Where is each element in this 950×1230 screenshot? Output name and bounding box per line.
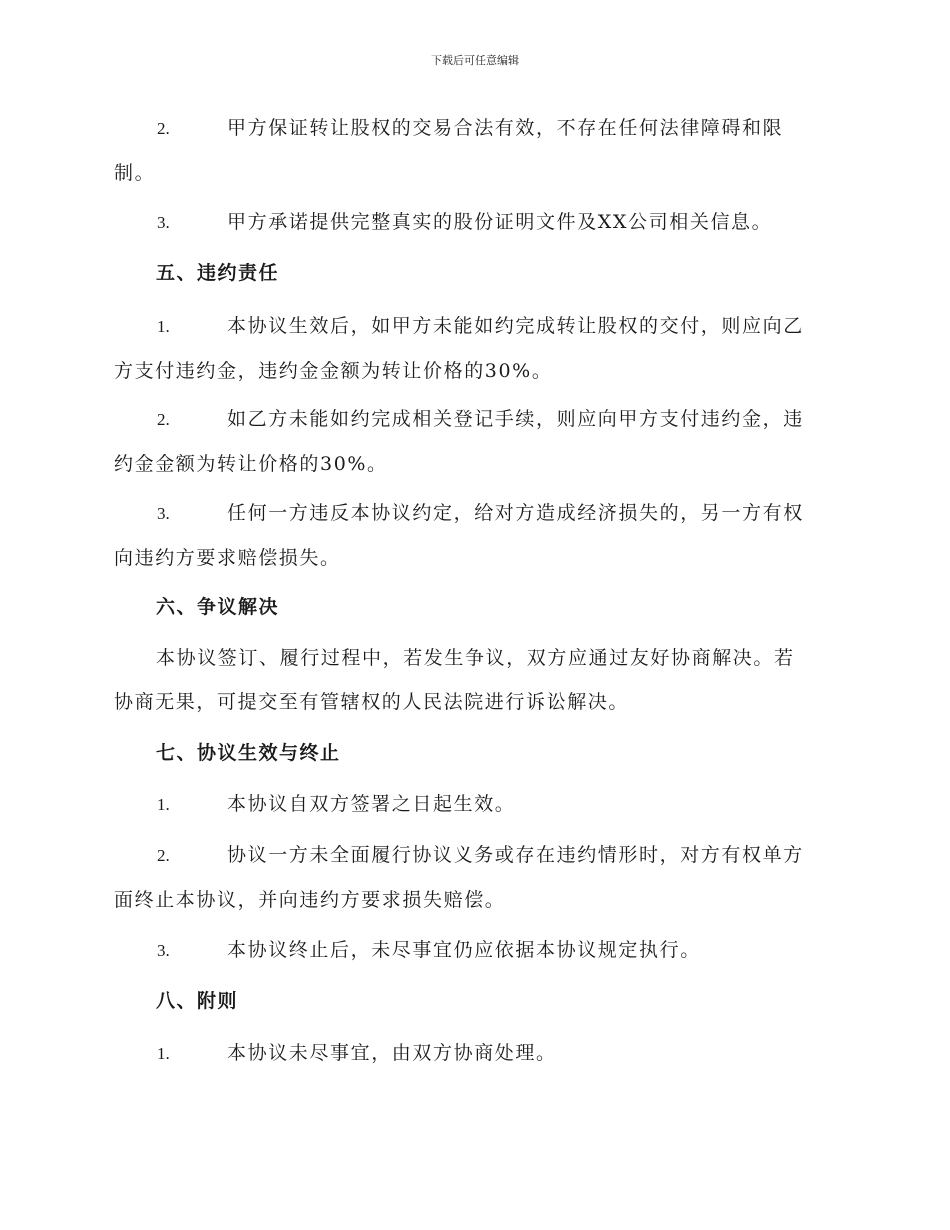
clause-text-line2: 向违约方要求赔偿损失。	[114, 547, 341, 569]
clause-number: 2.	[157, 119, 170, 138]
clause-number: 2.	[157, 846, 170, 865]
clause-text-line1: 甲方保证转让股权的交易合法有效，不存在任何法律障碍和限	[227, 117, 784, 139]
clause-number: 3.	[157, 213, 170, 232]
clause-text-line1: 本协议未尽事宜，由双方协商处理。	[227, 1042, 557, 1064]
dispute-text-line2: 协商无果，可提交至有管辖权的人民法院进行诉讼解决。	[114, 691, 630, 713]
clause-4-2	[114, 106, 834, 195]
clause-7-3	[114, 928, 834, 973]
clause-8-1	[114, 1031, 834, 1076]
clause-text-line2: 约金金额为转让价格的30%。	[114, 453, 388, 475]
section-heading-effect: 七、协议生效与终止	[156, 742, 341, 764]
dispute-text-line1: 本协议签订、履行过程中，若发生争议，双方应通过友好协商解决。若	[156, 647, 795, 669]
clause-text-line1: 本协议自双方签署之日起生效。	[227, 793, 516, 815]
clause-text-line2: 面终止本协议，并向违约方要求损失赔偿。	[114, 889, 506, 911]
clause-number: 1.	[157, 795, 170, 814]
clause-5-3	[114, 491, 834, 580]
clause-number: 1.	[157, 1044, 170, 1063]
clause-number: 3.	[157, 504, 170, 523]
clause-number: 1.	[157, 317, 170, 336]
clause-text-line2: 制。	[114, 162, 156, 184]
section-heading-dispute: 六、争议解决	[156, 596, 280, 618]
clause-7-2	[114, 833, 834, 922]
clause-number: 3.	[157, 941, 170, 960]
clause-text-line1: 如乙方未能如约完成相关登记手续，则应向甲方支付违约金，违	[227, 408, 804, 430]
clause-text-line1: 本协议终止后，未尽事宜仍应依据本协议规定执行。	[227, 939, 701, 961]
section-heading-appendix: 八、附则	[156, 990, 239, 1012]
clause-7-1	[114, 782, 834, 827]
section-heading-breach: 五、违约责任	[156, 262, 280, 284]
clause-text-line1: 任何一方违反本协议约定，给对方造成经济损失的，另一方有权	[227, 502, 804, 524]
clause-text-line1: 本协议生效后，如甲方未能如约完成转让股权的交付，则应向乙	[227, 315, 804, 337]
clause-text-line2: 方支付违约金，违约金金额为转让价格的30%。	[114, 360, 553, 382]
dispute-paragraph	[114, 636, 834, 724]
clause-4-3	[114, 200, 834, 245]
clause-5-2	[114, 397, 834, 486]
clause-text-line1: 协议一方未全面履行协议义务或存在违约情形时，对方有权单方	[227, 844, 804, 866]
clause-text-line1: 甲方承诺提供完整真实的股份证明文件及XX公司相关信息。	[227, 211, 773, 233]
clause-5-1	[114, 304, 834, 393]
page-header: 下载后可任意编辑	[431, 54, 519, 67]
clause-number: 2.	[157, 410, 170, 429]
